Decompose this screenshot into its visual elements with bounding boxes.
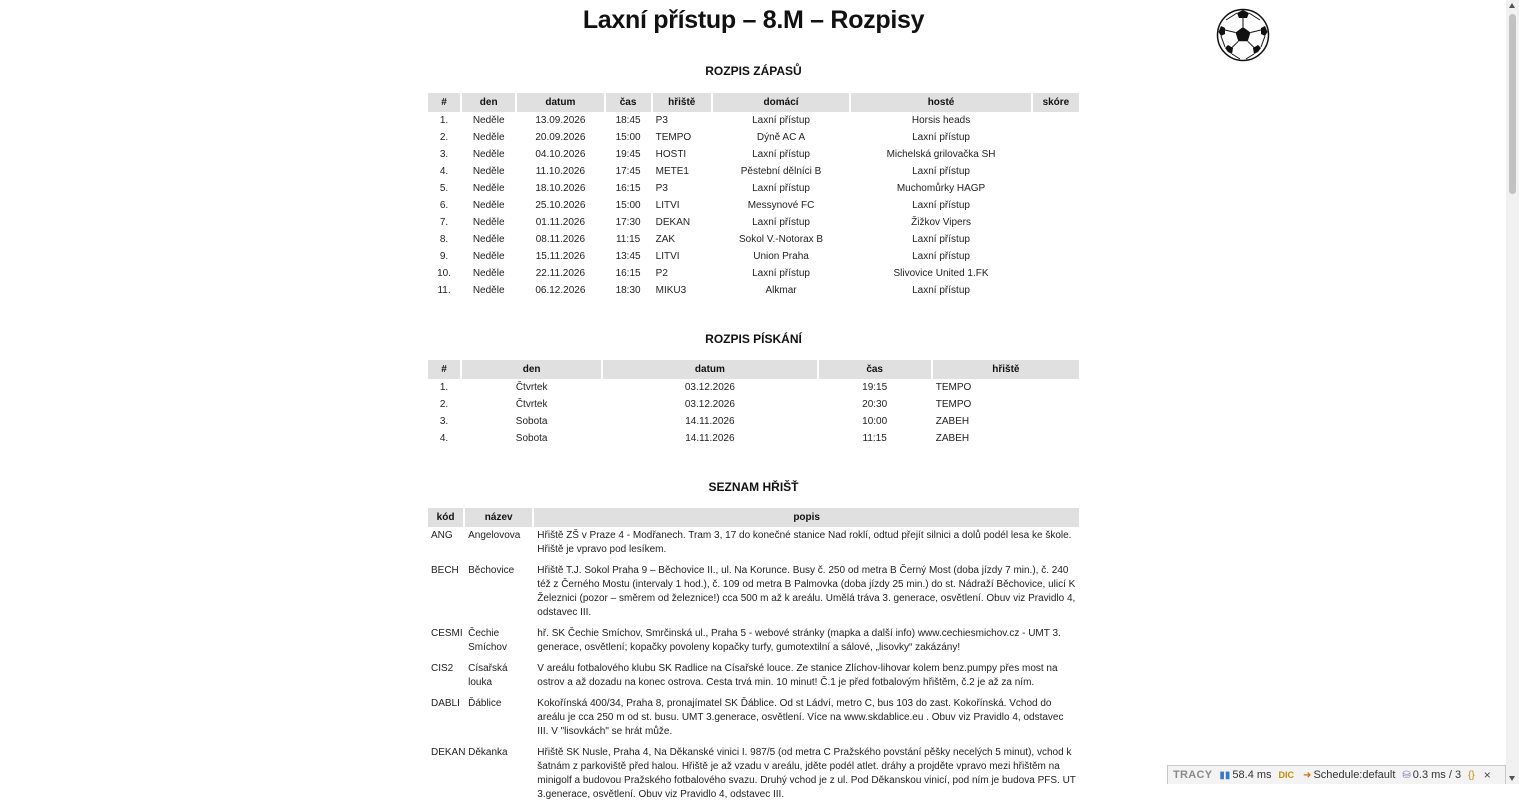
whistle-row — [428, 430, 1079, 447]
cell-hit: LITVI — [655, 200, 680, 211]
scrollbar-thumb[interactable] — [1509, 14, 1516, 194]
cell-skre — [1033, 231, 1079, 248]
cell-hit: ZAK — [655, 234, 676, 245]
tracy-dump-panel[interactable]: {} — [1468, 769, 1475, 781]
cell-#: 5. — [439, 183, 449, 194]
cell-hit: DEKAN — [655, 217, 691, 228]
whistle-row — [428, 396, 1079, 413]
tracy-time-panel[interactable] — [1219, 769, 1271, 781]
column-header: # — [428, 93, 460, 112]
cell-hit: P3 — [655, 115, 668, 126]
cell-#: 11. — [437, 285, 451, 296]
cell-den: Čtvrtek — [515, 399, 548, 410]
cell-domc: Pěstební dělníci B — [740, 166, 822, 177]
cell-kd: ANG — [431, 530, 453, 541]
cell-host: Laxní přístup — [912, 200, 970, 211]
cell-skre — [1033, 146, 1079, 163]
field-row — [428, 527, 1079, 563]
column-header: kód — [428, 508, 463, 527]
match-row — [428, 265, 1079, 282]
cell-den: Neděle — [472, 149, 505, 160]
cell-hit: LITVI — [655, 251, 680, 262]
column-header: # — [428, 360, 460, 379]
cell-den: Neděle — [472, 251, 505, 262]
cell-kd: DABLI — [431, 698, 460, 709]
cell-as: 15:00 — [615, 132, 641, 143]
cell-domc: Laxní přístup — [752, 115, 810, 126]
cell-as: 18:45 — [615, 115, 641, 126]
cell-hit: MIKU3 — [655, 285, 687, 296]
cell-datum: 01.11.2026 — [535, 217, 586, 228]
cell-datum: 13.09.2026 — [535, 115, 586, 126]
cell-popis: V areálu fotbalového klubu SK Radlice na Císařské louce. Ze stanice Zlíchov-lihovar kolem benz.pumpy přes most na ostrov a až dozadu na konec ostrova. Cesta trvá min. 10 minut! Č.1 je před fotbalovým hřištěm, č.2 je až za ním. — [537, 663, 1058, 688]
column-header: domácí — [713, 93, 849, 112]
match-row — [428, 146, 1079, 163]
cell-domc: Laxní přístup — [752, 149, 810, 160]
cell-domc: Laxní přístup — [752, 268, 810, 279]
cell-#: 4. — [439, 166, 449, 177]
cell-nzev: Císařská louka — [468, 663, 508, 688]
match-row — [428, 214, 1079, 231]
fields-table — [426, 508, 1081, 808]
whistle-header-row — [428, 360, 1079, 379]
column-header: hřiště — [933, 360, 1079, 379]
cell-nzev: Děkanka — [468, 747, 508, 758]
cell-hit: P2 — [655, 268, 668, 279]
cell-kd: CESMI — [431, 628, 463, 639]
column-header: datum — [517, 93, 603, 112]
cell-datum: 03.12.2026 — [684, 382, 735, 393]
cell-skre — [1033, 248, 1079, 265]
fields-heading: SEZNAM HŘIŠŤ — [708, 480, 799, 494]
cell-datum: 14.11.2026 — [685, 416, 735, 427]
cell-skre — [1033, 197, 1079, 214]
cell-datum: 04.10.2026 — [535, 149, 586, 160]
arrow-right-icon: ➜ — [1303, 770, 1312, 781]
matches-heading: ROZPIS ZÁPASŮ — [705, 64, 802, 78]
cell-#: 1. — [439, 382, 449, 393]
cell-nzev: Angelovova — [468, 530, 521, 541]
cell-as: 13:45 — [615, 251, 641, 262]
cell-kd: DEKAN — [431, 747, 466, 758]
cell-domc: Union Praha — [753, 251, 809, 262]
cell-popis: hř. SK Čechie Smíchov, Smrčinská ul., Praha 5 - webové stránky (mapka a další info) www.cechiesmichov.cz - UMT 3. generace, osvětlení; kopačky povoleny kopačky turfy, gumotextilní a sálové, „lisovky“ zakázány! — [537, 628, 1061, 653]
cell-skre — [1033, 180, 1079, 197]
cell-host: Muchomůrky HAGP — [896, 183, 986, 194]
cell-#: 10. — [437, 268, 451, 279]
cell-#: 2. — [439, 399, 449, 410]
cell-#: 7. — [439, 217, 449, 228]
cell-as: 19:45 — [615, 149, 641, 160]
whistle-row — [428, 379, 1079, 396]
column-header: datum — [603, 360, 816, 379]
tracy-schedule-panel[interactable] — [1303, 769, 1395, 781]
cell-skre — [1033, 129, 1079, 146]
cell-datum: 14.11.2026 — [685, 433, 735, 444]
cell-den: Neděle — [472, 132, 505, 143]
cell-kd: BECH — [431, 565, 459, 576]
cell-hit: TEMPO — [935, 399, 972, 410]
cell-den: Neděle — [472, 234, 505, 245]
cell-as: 16:15 — [615, 268, 641, 279]
cell-as: 17:30 — [615, 217, 641, 228]
cell-host: Michelská grilovačka SH — [886, 149, 996, 160]
cell-datum: 06.12.2026 — [535, 285, 586, 296]
cell-host: Horsis heads — [911, 115, 971, 126]
cell-popis: Hřiště SK Nusle, Praha 4, Na Děkanské vinici I. 987/5 (od metra C Pražského povstání pěšky necelých 5 minut), vchod k šatnám z parkoviště před halou. Hřiště je až vzadu v areálu, jděte podél atlet. dráhy a projděte vpravo mezi hřištěm na minigolf a budovou Pražského fotbalového svazu. Druhý vchod je z ul. Pod Děkanskou vinicí, pod ním je budova PFS. UT 3.generace, osvětlení. Obuv viz Pravidlo 4, odstavec III. — [537, 747, 1076, 800]
field-row — [428, 563, 1079, 626]
match-row — [428, 248, 1079, 265]
vertical-scrollbar[interactable] — [1506, 0, 1519, 784]
column-header: den — [462, 93, 515, 112]
cell-hit: HOSTI — [655, 149, 687, 160]
cell-host: Slivovice United 1.FK — [893, 268, 989, 279]
cell-skre — [1033, 282, 1079, 299]
cell-domc: Dýně AC A — [756, 132, 806, 143]
tracy-database-panel[interactable] — [1402, 769, 1461, 781]
cell-den: Neděle — [472, 217, 505, 228]
field-row — [428, 626, 1079, 661]
cell-domc: Messynové FC — [747, 200, 815, 211]
cell-hit: ZABEH — [935, 416, 970, 427]
cell-datum: 15.11.2026 — [535, 251, 586, 262]
cell-domc: Alkmar — [765, 285, 797, 296]
scroll-down-arrow-icon[interactable] — [1509, 776, 1515, 781]
field-row — [428, 661, 1079, 696]
cell-skre — [1033, 112, 1079, 129]
cell-hit: TEMPO — [935, 382, 972, 393]
cell-datum: 03.12.2026 — [684, 399, 735, 410]
cell-popis: Kokořínská 400/34, Praha 8, pronajímatel SK Ďáblice. Od st Ládví, metro C, bus 103 do zast. Kokořínská. Vchod do areálu je cca 250 m od st. busu. UMT 3.generace, osvětlení. Více na www.skdablice.eu . Obuv viz Pravidlo 4, odstavec III. V "lisovkách" se hrát může. — [537, 698, 1064, 737]
tracy-close-button[interactable]: × — [1483, 768, 1491, 782]
matches-table — [426, 93, 1081, 299]
cell-hit: P3 — [655, 183, 668, 194]
cell-hit: METE1 — [655, 166, 689, 177]
match-row — [428, 197, 1079, 214]
cell-as: 19:15 — [862, 382, 888, 393]
cell-#: 9. — [439, 251, 449, 262]
match-row — [428, 180, 1079, 197]
cell-as: 15:00 — [615, 200, 641, 211]
cell-datum: 20.09.2026 — [535, 132, 586, 143]
tracy-logo[interactable]: TRACY — [1173, 769, 1213, 781]
column-header: hosté — [851, 93, 1031, 112]
cell-host: Laxní přístup — [912, 132, 970, 143]
cell-#: 2. — [439, 132, 449, 143]
cell-as: 11:15 — [862, 433, 887, 444]
cell-nzev: Ďáblice — [468, 698, 502, 709]
column-header: hřiště — [653, 93, 711, 112]
column-header: skóre — [1033, 93, 1079, 112]
tracy-db-value: 0.3 ms / 3 — [1412, 769, 1462, 781]
cell-skre — [1033, 214, 1079, 231]
tracy-time-value: 58.4 ms — [1232, 769, 1272, 781]
cell-den: Neděle — [472, 115, 505, 126]
cell-#: 6. — [439, 200, 449, 211]
cell-as: 16:15 — [615, 183, 641, 194]
cell-#: 1. — [439, 115, 449, 126]
cell-den: Sobota — [515, 433, 548, 444]
database-icon: ⛁ — [1402, 770, 1411, 781]
column-header: popis — [534, 508, 1079, 527]
cell-host: Žižkov Vipers — [911, 217, 971, 228]
cell-popis: Hřiště ZŠ v Praze 4 - Modřanech. Tram 3, 17 do konečné stanice Nad roklí, odtud přejít silnici a dolů podél lesa ke škole. Hřiště je vpravo pod lesíkem. — [537, 530, 1072, 555]
cell-den: Neděle — [472, 183, 505, 194]
column-header: název — [465, 508, 532, 527]
column-header: čas — [819, 360, 931, 379]
column-header: čas — [606, 93, 651, 112]
cell-den: Neděle — [472, 166, 505, 177]
cell-den: Neděle — [472, 268, 505, 279]
cell-nzev: Běchovice — [468, 565, 515, 576]
fields-header-row — [428, 508, 1079, 527]
cell-popis: Hřiště T.J. Sokol Praha 9 – Běchovice II., ul. Na Korunce. Busy č. 250 od metra B Černý Most (doba jízdy 7 min.), č. 240 též z Černého Mostu (intervaly 1 hod.), č. 109 od metra B Palmovka (doba jízdy 25 min.) do st. Nádraží Běchovice, ulicí K Železnici (pozor – směrem od železnice!) cca 500 m až k areálu. Umělá tráva 3. generace, osvětlení. Obuv viz Pravidlo 4, odstavec III. — [537, 565, 1076, 618]
matches-header-row — [428, 93, 1079, 112]
soccer-ball-icon — [1216, 8, 1270, 62]
cell-as: 18:30 — [615, 285, 641, 296]
cell-#: 3. — [439, 149, 449, 160]
matches-body — [428, 112, 1079, 299]
page-title: Laxní přístup – 8.M – Rozpisy — [582, 6, 925, 34]
match-row — [428, 129, 1079, 146]
cell-as: 11:15 — [615, 234, 641, 245]
field-row — [428, 696, 1079, 745]
cell-datum: 25.10.2026 — [535, 200, 586, 211]
cell-domc: Laxní přístup — [752, 217, 810, 228]
scroll-up-arrow-icon[interactable] — [1509, 3, 1515, 8]
cell-kd: CIS2 — [431, 663, 454, 674]
match-row — [428, 112, 1079, 129]
cell-host: Laxní přístup — [912, 285, 970, 296]
cell-as: 10:00 — [862, 416, 888, 427]
cell-datum: 22.11.2026 — [535, 268, 586, 279]
cell-datum: 08.11.2026 — [535, 234, 586, 245]
cell-den: Neděle — [472, 285, 505, 296]
bar-chart-icon: ▮▮ — [1219, 770, 1231, 781]
tracy-dic-panel[interactable]: DIC — [1278, 770, 1295, 780]
cell-hit: ZABEH — [935, 433, 970, 444]
whistle-table — [426, 360, 1081, 447]
cell-datum: 18.10.2026 — [535, 183, 586, 194]
cell-host: Laxní přístup — [912, 251, 970, 262]
cell-#: 8. — [439, 234, 449, 245]
cell-den: Neděle — [472, 200, 505, 211]
tracy-debug-bar[interactable] — [1167, 765, 1506, 784]
whistle-heading: ROZPIS PÍSKÁNÍ — [705, 332, 802, 346]
cell-den: Sobota — [515, 416, 548, 427]
cell-as: 17:45 — [615, 166, 641, 177]
whistle-body — [428, 379, 1079, 447]
cell-den: Čtvrtek — [515, 382, 548, 393]
tracy-schedule-value: Schedule:default — [1313, 769, 1396, 781]
cell-domc: Sokol V.-Notorax B — [738, 234, 824, 245]
cell-#: 3. — [439, 416, 449, 427]
cell-skre — [1033, 265, 1079, 282]
column-header: den — [462, 360, 601, 379]
cell-#: 4. — [439, 433, 449, 444]
cell-skre — [1033, 163, 1079, 180]
cell-datum: 11.10.2026 — [535, 166, 586, 177]
cell-as: 20:30 — [862, 399, 888, 410]
match-row — [428, 163, 1079, 180]
match-row — [428, 282, 1079, 299]
fields-body — [428, 527, 1079, 808]
cell-host: Laxní přístup — [912, 234, 970, 245]
cell-domc: Laxní přístup — [752, 183, 810, 194]
whistle-row — [428, 413, 1079, 430]
match-row — [428, 231, 1079, 248]
field-row — [428, 745, 1079, 808]
cell-hit: TEMPO — [655, 132, 692, 143]
cell-nzev: Čechie Smíchov — [468, 628, 507, 653]
cell-host: Laxní přístup — [912, 166, 970, 177]
